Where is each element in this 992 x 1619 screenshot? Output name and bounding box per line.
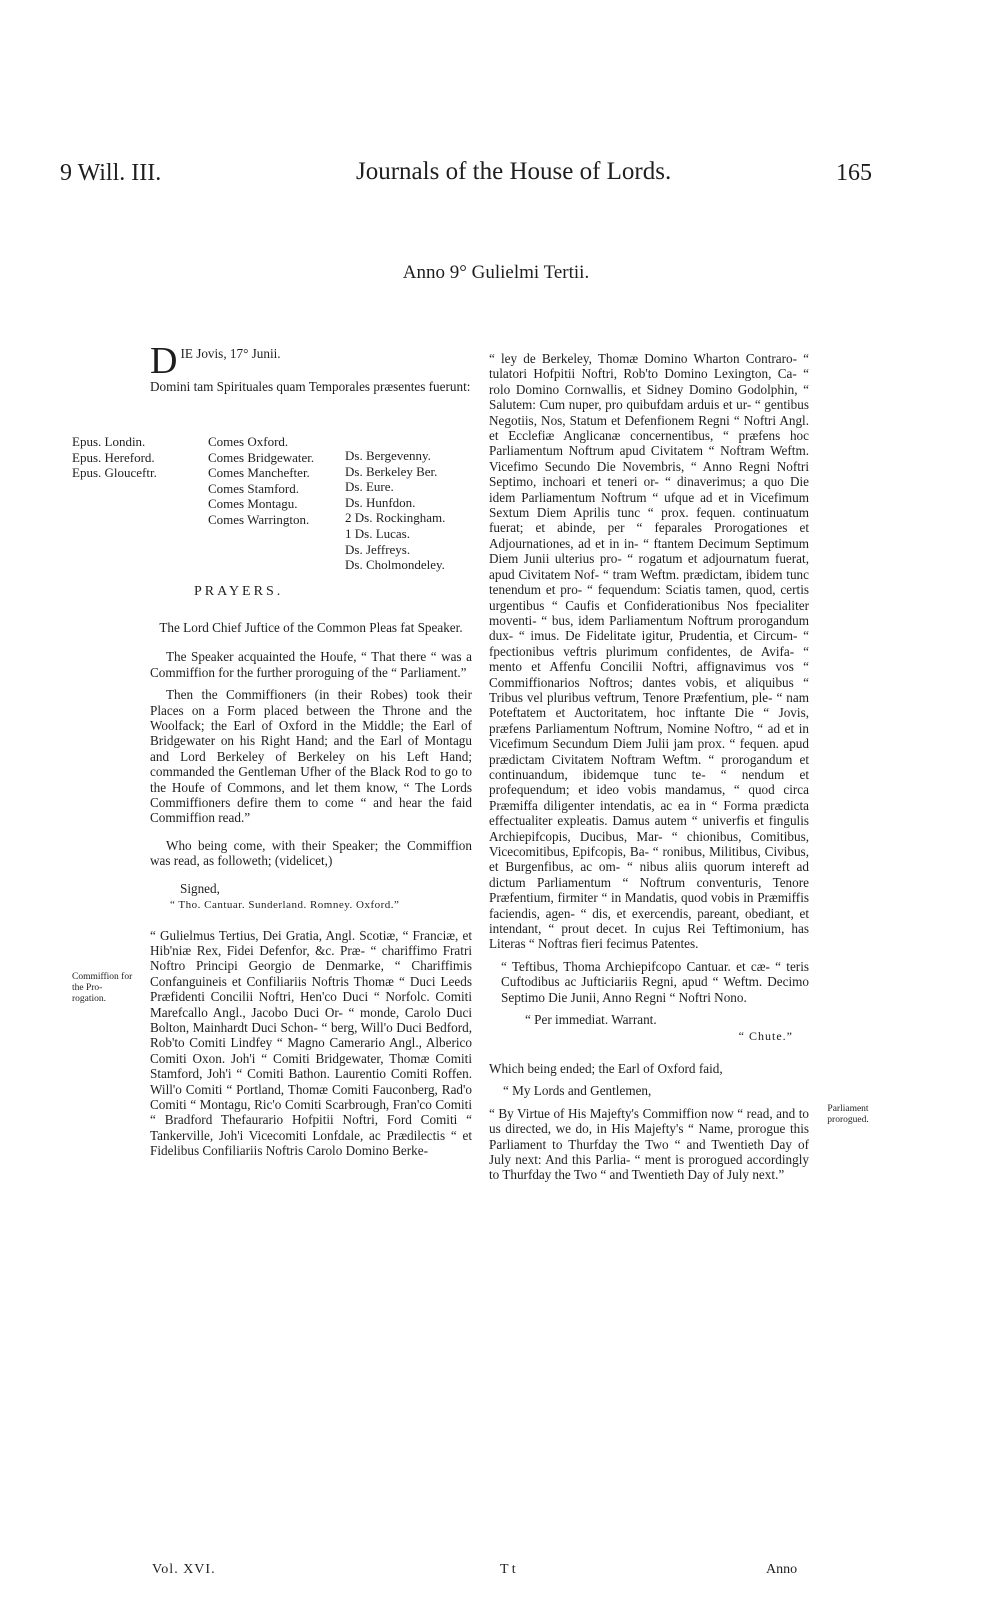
testibus-paragraph: “ Teftibus, Thoma Archiepifcopo Cantuar. et cæ- “ teris Cuftodibus ac Jufticiariis Regni, apud “ Weftm. Decimo Septimo Die Junii, Anno Regni “ Noftri Nono. [501,958,809,1005]
right-column [489,351,809,1190]
earl-name: Comes Montagu. [208,496,298,512]
warrant-line: “ Per immediat. Warrant. [525,1012,657,1028]
baron-name: 1 Ds. Lucas. [345,525,410,541]
commission-text-left: “ Gulielmus Tertius, Dei Gratia, Angl. Scotiæ, “ Franciæ, et Hib'niæ Rex, Fidei Defenfor, &c. Præ- “ chariffimo Fratri Noftro Principi Georgio de Denmarke, “ Chariffimis Confanguineis et Confiliariis Noftris Thomæ “ Duci Leeds Præfidenti Concilii Noftri, Hen'co Duci “ Norfolc. Comiti Marefcallo Angl., Jacobo Duci Or- “ monde, Carolo Duci Bolton, Mainhardt Duci Schon- “ berg, Will'o Duci Bedford, Rob'to Comiti Lindfey “ Magno Camerario Angl., Alberico Comiti Oxon. Joh'i “ Comiti Bridgewater, Thomæ Comiti Stamford, Joh'i “ Comiti Bathon. Laurentio Comiti Roffen. Will'o Comiti “ Portland, Thomæ Comiti Fauconberg, Rad'o Comiti “ Montagu, Ric'o Comiti Scarbrough, Fran'co Comiti “ Bradford Thefaurario Hofpitii Noftri, Ford Comiti “ Tankerville, Joh'i Vicecomiti Lonfdale, ac Prædilectis “ et Fidelibus Confiliariis Noftris Carolo Domino Berke- [150,927,472,1159]
earl-name: Comes Stamford. [208,480,299,496]
earl-name: Comes Manchefter. [208,465,310,481]
commission-notice-paragraph: The Speaker acquainted the Houfe, “ That there “ was a Commiffion for the further proroguing of the “ Parliament.” [150,649,472,680]
signed-label: Signed, [180,880,220,896]
date-line [150,340,472,382]
drop-cap: D [150,340,178,382]
earls-list [208,434,314,528]
address-line: “ My Lords and Gentlemen, [503,1083,652,1099]
margin-note-commission: Commiffion for the Pro- rogation. [72,972,133,1004]
chute-signature: “ Chute.” [738,1029,793,1044]
commission-read-paragraph: Who being come, with their Speaker; the Commiffion was read, as followeth; (videlicet,) [150,837,472,869]
signatures-line: “ Tho. Cantuar. Sunderland. Romney. Oxford.” [170,899,400,912]
footer-signature-mark: T t [500,1562,516,1577]
bishop-name: Epus. Londin. [72,434,146,449]
prayers-heading: PRAYERS. [194,584,284,599]
commission-text-right: “ ley de Berkeley, Thomæ Domino Wharton Contraro- “ tulatori Hofpitii Noftri, Rob'to Domino Lexington, Ca- “ rolo Domino Cornwallis, et Sidney Domino Godolphin, “ Salutem: Cum nuper, pro quibufdam arduis et ur- “ gentibus Negotiis, Nos, Statum et Defenfionem Regni “ Noftri Angl. et Ecclefiæ Anglicanæ concernentibus, “ præfens hoc Parliamentum Noftrum apud Civitatem “ Noftram Weftm. Vicefimo Secundo Die Novembris, “ Anno Regni Noftri Septimo, inchoari et teneri or- “ dinaverimus; a quo Die idem Parliamentum Noftrum “ ufque ad et in Vicefimum Sextum Diem Aprilis tunc “ prox. fequen. continuatum fuerat; et abinde, per “ feparales Prorogationes et Adjournationes, ad et in in- “ ftantem Decimum Septimum Diem Junii ulterius pro- “ rogatum et adjournatum fuerat, apud Civitatem Nof- “ tram Weftm. prædictam, ibidem tunc tenendum et pro- “ fequendum: Sciatis tamen, quod, certis urgentibus “ Caufis et Confiderationibus Nos fpecialiter moventi- “ bus, idem Parliamentum Noftrum prorogandum dux- “ imus. De Fidelitate igitur, Prudentia, et Circum- “ fpectionibus veftris plurimum confidentes, de Avifa- “ mento et Affenfu Concilii Noftri, affignavimus vos “ Commiffionarios Noftros; dantes vobis, et aliquibus “ Tribus vel pluribus veftrum, Tenore Præfentium, ple- “ nam Poteftatem et Auctoritatem, hoc inftante Die “ Jovis, præfens Parliamentum Noftrum, Nomine Noftro, “ ad et in Vicefimum Secundum Diem Julii jam prox. “ fequen. apud prædictam Civitatem Noftram Weftm. “ prorogandum et continuandum, ibidemque tunc te- “ nendum et profequendum; et ideo vobis mandamus, “ quod circa Præmiffa diligenter intendatis, ac ea in “ Forma prædicta effectualiter expleatis. Damus autem “ univerfis et fingulis Archiepifcopis, Ducibus, Mar- “ chionibus, Comitibus, Vicecomitibus, Epifcopis, Ba- “ ronibus, Militibus, Civibus, et Burgenfibus, ac om- “ nibus aliis quorum intereft ad dictum Parliamentum “ Noftrum conventuris, Tenore Præfentium, firmiter “ in Mandatis, quod vobis in Præmiffis faciendis, agen- “ dis, et exercendis, pareant, obediant, et intendant, “ prout decet. In cujus Rei Teftimonium, has Literas “ Noftras fieri fecimus Patentes. [489,351,809,952]
baron-name: 2 Ds. Rockingham. [345,510,446,526]
bishop-name: Epus. Glouceftr. [72,465,157,481]
baron-name: Ds. Cholmondeley. [345,557,445,573]
left-column [150,340,472,402]
left-proceedings [150,620,472,1166]
barons-list [345,448,445,573]
domini-present: Domini tam Spirituales quam Temporales præsentes fuerunt: [150,379,471,395]
header-regnal-year: 9 Will. III. [60,160,162,186]
header-page-number: 165 [836,160,872,186]
ending-line: Which being ended; the Earl of Oxford faid, [489,1060,723,1076]
baron-name: Ds. Berkeley Ber. [345,463,438,479]
bishops-list [72,434,157,481]
baron-name: Ds. Hunfdon. [345,494,416,510]
margin-note-prorogued: Parliament prorogued. [827,1104,869,1125]
baron-name: Ds. Eure. [345,479,394,495]
date-text: IE Jovis, 17° Junii. [180,346,281,361]
earl-name: Comes Oxford. [208,434,289,449]
bishop-name: Epus. Hereford. [72,449,155,465]
earl-name: Comes Warrington. [208,511,310,527]
speaker-paragraph: The Lord Chief Juftice of the Common Pleas fat Speaker. [159,620,463,635]
prorogation-speech: “ By Virtue of His Majefty's Commiffion now “ read, and to us directed, we do, in His Majefty's “ Name, prorogue this Parliament to Thurfday the Two “ and Twentieth Day of July next: And this Parlia- “ ment is prorogued accordingly to Thurfday the Two “ and Twentieth Day of July next.” [489,1105,809,1183]
anno-heading: Anno 9° Gulielmi Tertii. [402,262,590,283]
commissioners-paragraph: Then the Commiffioners (in their Robes) took their Places on a Form placed between the Throne and the Woolfack; the Earl of Oxford in the Middle; the Earl of Bridgewater on his Right Hand; and the Earl of Montagu and Lord Berkeley of Berkeley on his Left Hand; commanded the Gentleman Ufher of the Black Rod to go to the Houfe of Commons, and let them know, “ The Lords Commiffioners defire them to come “ and hear the faid Commiffion read.” [150,687,472,826]
baron-name: Ds. Bergevenny. [345,448,431,463]
earl-name: Comes Bridgewater. [208,449,315,465]
baron-name: Ds. Jeffreys. [345,541,411,557]
footer-catchword: Anno [766,1562,798,1577]
footer-volume: Vol. XVI. [152,1562,216,1577]
header-title: Journals of the House of Lords. [356,158,672,185]
